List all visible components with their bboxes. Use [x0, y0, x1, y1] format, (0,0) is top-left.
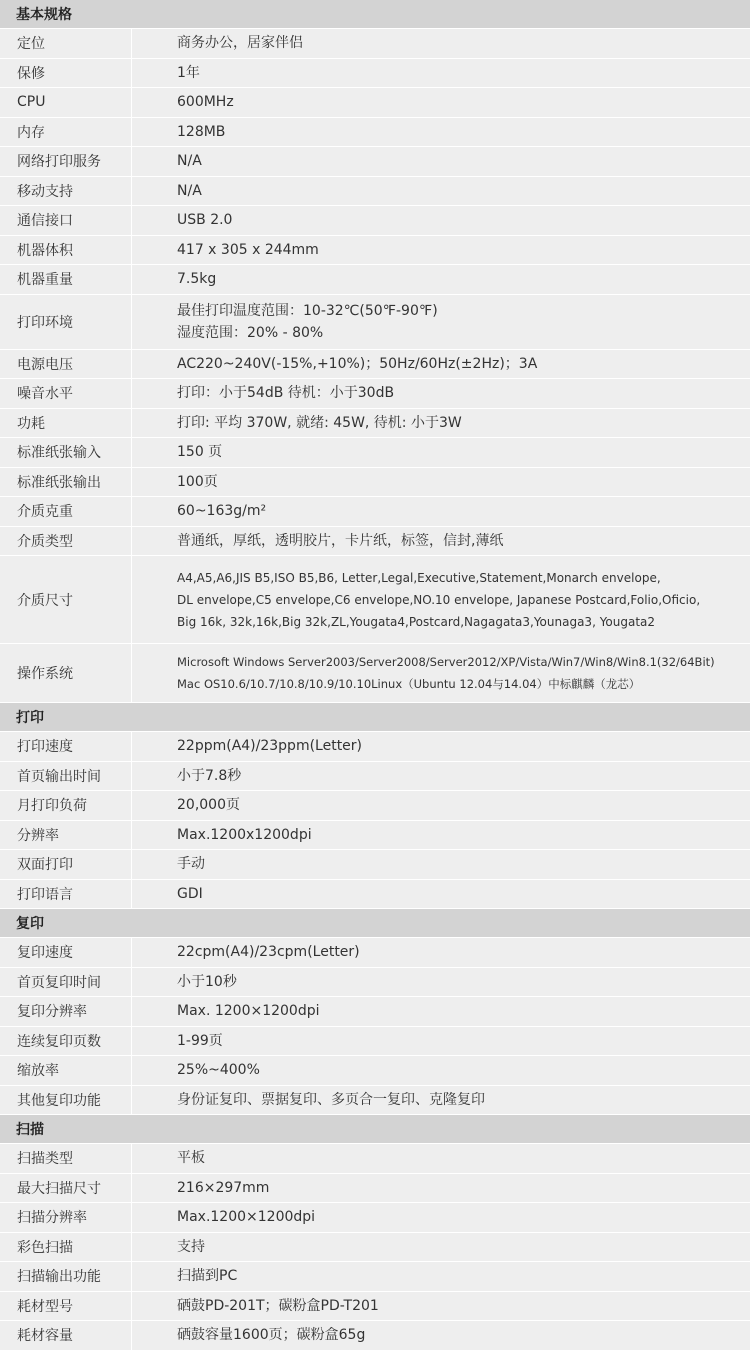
spec-value-line: 普通纸，厚纸，透明胶片，卡片纸，标签，信封,薄纸 [177, 532, 504, 549]
spec-label: 复印分辨率 [0, 997, 132, 1026]
spec-row [0, 732, 750, 762]
spec-label: 机器体积 [0, 236, 132, 265]
spec-label: 月打印负荷 [0, 791, 132, 820]
spec-value-line: A4,A5,A6,JIS B5,ISO B5,B6, Letter,Legal,Executive,Statement,Monarch envelope, [177, 570, 661, 585]
spec-value [132, 295, 750, 349]
spec-row [0, 850, 750, 880]
spec-value-line: N/A [177, 182, 202, 199]
spec-row [0, 177, 750, 207]
spec-row [0, 880, 750, 910]
spec-value-line: 扫描到PC [177, 1268, 238, 1285]
spec-value-line: 22ppm(A4)/23ppm(Letter) [177, 738, 363, 755]
spec-value-line: 打印: 平均 370W, 就绪: 45W, 待机: 小于3W [177, 414, 462, 431]
spec-row [0, 88, 750, 118]
spec-label: 分辨率 [0, 821, 132, 850]
spec-value-line: Big 16k, 32k,16k,Big 32k,ZL,Yougata4,Postcard,Nagagata3,Younaga3, Yougata2 [177, 614, 656, 629]
spec-value [132, 206, 750, 235]
spec-value [132, 1292, 750, 1321]
spec-value [132, 59, 750, 88]
spec-value-line: Mac OS10.6/10.7/10.8/10.9/10.10Linux（Ubuntu 12.04与14.04）中标麒麟（龙芯） [177, 677, 641, 691]
spec-value [132, 791, 750, 820]
spec-label: 缩放率 [0, 1056, 132, 1085]
spec-row [0, 1292, 750, 1322]
spec-value-line: 身份证复印、票据复印、多页合一复印、克隆复印 [177, 1091, 485, 1108]
spec-value-line: 600MHz [177, 94, 234, 111]
spec-row [0, 1203, 750, 1233]
spec-value-line: USB 2.0 [177, 212, 233, 229]
spec-value [132, 1027, 750, 1056]
spec-label: 其他复印功能 [0, 1086, 132, 1115]
spec-value [132, 118, 750, 147]
spec-value-line: 60~163g/m² [177, 503, 267, 520]
spec-value [132, 147, 750, 176]
spec-row [0, 938, 750, 968]
spec-value [132, 821, 750, 850]
spec-value-line: 湿度范围：20% - 80% [177, 324, 324, 341]
spec-label: 介质克重 [0, 497, 132, 526]
spec-row [0, 1086, 750, 1116]
spec-label: 扫描分辨率 [0, 1203, 132, 1232]
spec-row [0, 295, 750, 350]
section-header: 扫描 [0, 1115, 750, 1144]
spec-value-line: 7.5kg [177, 271, 217, 288]
spec-value [132, 1262, 750, 1291]
spec-label: 保修 [0, 59, 132, 88]
spec-row [0, 118, 750, 148]
spec-row [0, 379, 750, 409]
spec-value-line: 100页 [177, 473, 218, 490]
spec-value-line: 小于7.8秒 [177, 767, 242, 784]
spec-value [132, 177, 750, 206]
spec-row [0, 968, 750, 998]
spec-label: 扫描输出功能 [0, 1262, 132, 1291]
spec-value-line: 20,000页 [177, 797, 240, 814]
spec-value [132, 968, 750, 997]
spec-row [0, 468, 750, 498]
spec-label: 电源电压 [0, 350, 132, 379]
spec-row [0, 147, 750, 177]
spec-label: 网络打印服务 [0, 147, 132, 176]
spec-value [132, 644, 750, 702]
spec-value [132, 1086, 750, 1115]
spec-value [132, 527, 750, 556]
spec-value-line: 手动 [177, 856, 205, 873]
spec-row [0, 556, 750, 644]
spec-label: 标准纸张输出 [0, 468, 132, 497]
spec-value-line: 打印：小于54dB 待机：小于30dB [177, 385, 395, 402]
spec-value-line: 22cpm(A4)/23cpm(Letter) [177, 944, 360, 961]
spec-value [132, 29, 750, 58]
spec-row [0, 527, 750, 557]
spec-value [132, 409, 750, 438]
spec-value-line: Max.1200x1200dpi [177, 826, 312, 843]
spec-value-line: N/A [177, 153, 202, 170]
spec-value-line: AC220~240V(-15%,+10%)；50Hz/60Hz(±2Hz)；3A [177, 355, 538, 372]
spec-row [0, 1262, 750, 1292]
spec-value-line: DL envelope,C5 envelope,C6 envelope,NO.10 envelope, Japanese Postcard,Folio,Oficio, [177, 592, 701, 607]
spec-row [0, 59, 750, 89]
spec-label: 打印速度 [0, 732, 132, 761]
spec-value [132, 1233, 750, 1262]
spec-label: 首页输出时间 [0, 762, 132, 791]
spec-value [132, 350, 750, 379]
spec-value-line: 平板 [177, 1150, 205, 1167]
spec-label: 扫描类型 [0, 1144, 132, 1173]
spec-value [132, 379, 750, 408]
spec-value-line: 硒鼓PD-201T；碳粉盒PD-T201 [177, 1297, 379, 1314]
spec-value [132, 762, 750, 791]
spec-value-line: 1年 [177, 64, 200, 81]
spec-label: 耗材容量 [0, 1321, 132, 1350]
spec-label: 打印环境 [0, 295, 132, 349]
spec-label: 内存 [0, 118, 132, 147]
spec-row [0, 1174, 750, 1204]
spec-row [0, 265, 750, 295]
spec-row [0, 438, 750, 468]
spec-row [0, 1321, 750, 1351]
spec-value-line: Max.1200×1200dpi [177, 1209, 316, 1226]
spec-value [132, 438, 750, 467]
spec-row [0, 29, 750, 59]
spec-value [132, 1321, 750, 1350]
spec-label: 双面打印 [0, 850, 132, 879]
spec-row [0, 762, 750, 792]
spec-label: 耗材型号 [0, 1292, 132, 1321]
spec-value [132, 850, 750, 879]
spec-label: 连续复印页数 [0, 1027, 132, 1056]
spec-label: 彩色扫描 [0, 1233, 132, 1262]
spec-row [0, 409, 750, 439]
spec-row [0, 821, 750, 851]
spec-label: 最大扫描尺寸 [0, 1174, 132, 1203]
spec-row [0, 791, 750, 821]
spec-value [132, 1203, 750, 1232]
spec-value-line: Max. 1200×1200dpi [177, 1003, 320, 1020]
spec-row [0, 497, 750, 527]
spec-row [0, 1056, 750, 1086]
spec-value [132, 1174, 750, 1203]
spec-value-line: 商务办公，居家伴侣 [177, 35, 303, 52]
spec-row [0, 997, 750, 1027]
spec-row [0, 1144, 750, 1174]
spec-label: 标准纸张输入 [0, 438, 132, 467]
spec-row [0, 236, 750, 266]
spec-value-line: GDI [177, 885, 203, 902]
spec-label: 复印速度 [0, 938, 132, 967]
spec-value-line: 25%~400% [177, 1062, 260, 1079]
spec-value [132, 468, 750, 497]
spec-value-line: 417 x 305 x 244mm [177, 241, 319, 258]
spec-value [132, 880, 750, 909]
spec-value [132, 732, 750, 761]
spec-value-line: 216×297mm [177, 1179, 270, 1196]
section-header: 复印 [0, 909, 750, 938]
spec-label: 介质尺寸 [0, 556, 132, 643]
spec-label: 噪音水平 [0, 379, 132, 408]
spec-label: 功耗 [0, 409, 132, 438]
spec-row [0, 1233, 750, 1263]
spec-row [0, 644, 750, 703]
spec-value-line: 128MB [177, 123, 226, 140]
spec-row [0, 350, 750, 380]
spec-label: 操作系统 [0, 644, 132, 702]
spec-label: 机器重量 [0, 265, 132, 294]
section-header: 基本规格 [0, 0, 750, 29]
spec-value-line: 小于10秒 [177, 973, 237, 990]
section-header: 打印 [0, 703, 750, 732]
spec-value [132, 88, 750, 117]
spec-label: 移动支持 [0, 177, 132, 206]
spec-value-line: 硒鼓容量1600页；碳粉盒65g [177, 1327, 366, 1344]
spec-value [132, 236, 750, 265]
spec-value [132, 497, 750, 526]
spec-value-line: 最佳打印温度范围：10-32℃(50℉-90℉) [177, 302, 438, 319]
spec-value [132, 1144, 750, 1173]
spec-label: 打印语言 [0, 880, 132, 909]
spec-label: 通信接口 [0, 206, 132, 235]
spec-value-line: Microsoft Windows Server2003/Server2008/Server2012/XP/Vista/Win7/Win8/Win8.1(32/64Bit) [177, 655, 715, 669]
spec-row [0, 1027, 750, 1057]
spec-value [132, 265, 750, 294]
spec-label: 介质类型 [0, 527, 132, 556]
spec-value-line: 150 页 [177, 444, 223, 461]
spec-label: CPU [0, 88, 132, 117]
spec-value-line: 1-99页 [177, 1032, 223, 1049]
spec-label: 定位 [0, 29, 132, 58]
spec-label: 首页复印时间 [0, 968, 132, 997]
spec-value [132, 1056, 750, 1085]
spec-value [132, 997, 750, 1026]
spec-value [132, 556, 750, 643]
spec-value [132, 938, 750, 967]
spec-row [0, 206, 750, 236]
spec-value-line: 支持 [177, 1238, 205, 1255]
